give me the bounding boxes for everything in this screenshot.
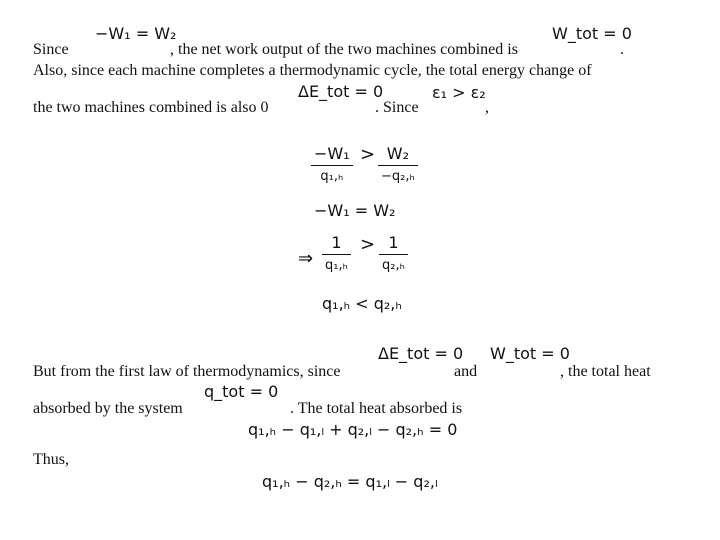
eq-heat-sum: q₁,ₕ − q₁,ₗ + q₂,ₗ − q₂,ₕ = 0 (248, 420, 458, 439)
fraction-numerator: W₂ (378, 146, 418, 166)
eq-delta-e-zero-2: ΔE_tot = 0 (378, 344, 464, 363)
eq-wtot-zero: W_tot = 0 (552, 24, 632, 43)
text-comma: , (485, 99, 489, 116)
implies-arrow: ⇒ (298, 248, 314, 269)
greater-than-sign-2: > (360, 234, 376, 255)
eq-epsilon-inequality: ε₁ > ε₂ (432, 83, 486, 102)
fraction-one-over-q1h (322, 235, 351, 272)
fraction-denominator: q₁,ₕ (320, 169, 344, 184)
text-thus: Thus, (33, 451, 69, 468)
text-total-absorbed: . The total heat absorbed is (290, 400, 463, 417)
eq-result: q₁,ₕ − q₂,ₕ = q₁,ₗ − q₂,ₗ (262, 472, 438, 491)
text-net-work: , the net work output of the two machines combined is (170, 41, 518, 58)
fraction-denominator: −q₂,ₕ (381, 169, 415, 184)
fraction-numerator: 1 (379, 235, 408, 255)
eq-q1h-less-q2h: q₁,ₕ < q₂,ₕ (322, 294, 402, 313)
greater-than-sign: > (360, 144, 376, 165)
text-combined-zero: the two machines combined is also 0 (33, 99, 269, 116)
fraction-denominator: q₂,ₕ (382, 258, 405, 273)
eq-delta-e-zero: ΔE_tot = 0 (298, 82, 384, 101)
text-absorbed: absorbed by the system (33, 400, 183, 417)
eq-qtot-zero: q_tot = 0 (204, 382, 279, 401)
eq-w1-equals-w2: −W₁ = W₂ (314, 201, 396, 220)
fraction-one-over-q2h (379, 235, 408, 272)
eq-wtot-zero-2: W_tot = 0 (490, 344, 570, 363)
fraction-denominator: q₁,ₕ (325, 258, 348, 273)
text-also-line: Also, since each machine completes a thermodynamic cycle, the total energy change of (33, 62, 592, 79)
fraction-numerator: 1 (322, 235, 351, 255)
text-since: Since (33, 41, 69, 58)
text-total-heat: , the total heat (560, 363, 651, 380)
text-period: . (620, 41, 624, 58)
fraction-w2-over-q2h (378, 146, 418, 183)
text-and: and (454, 363, 478, 380)
eq-w1-w2: −W₁ = W₂ (95, 24, 177, 43)
fraction-w1-over-q1h (311, 146, 353, 183)
fraction-numerator: −W₁ (311, 146, 353, 166)
text-first-law: But from the first law of thermodynamics, since (33, 363, 341, 380)
text-since-2: . Since (375, 99, 419, 116)
